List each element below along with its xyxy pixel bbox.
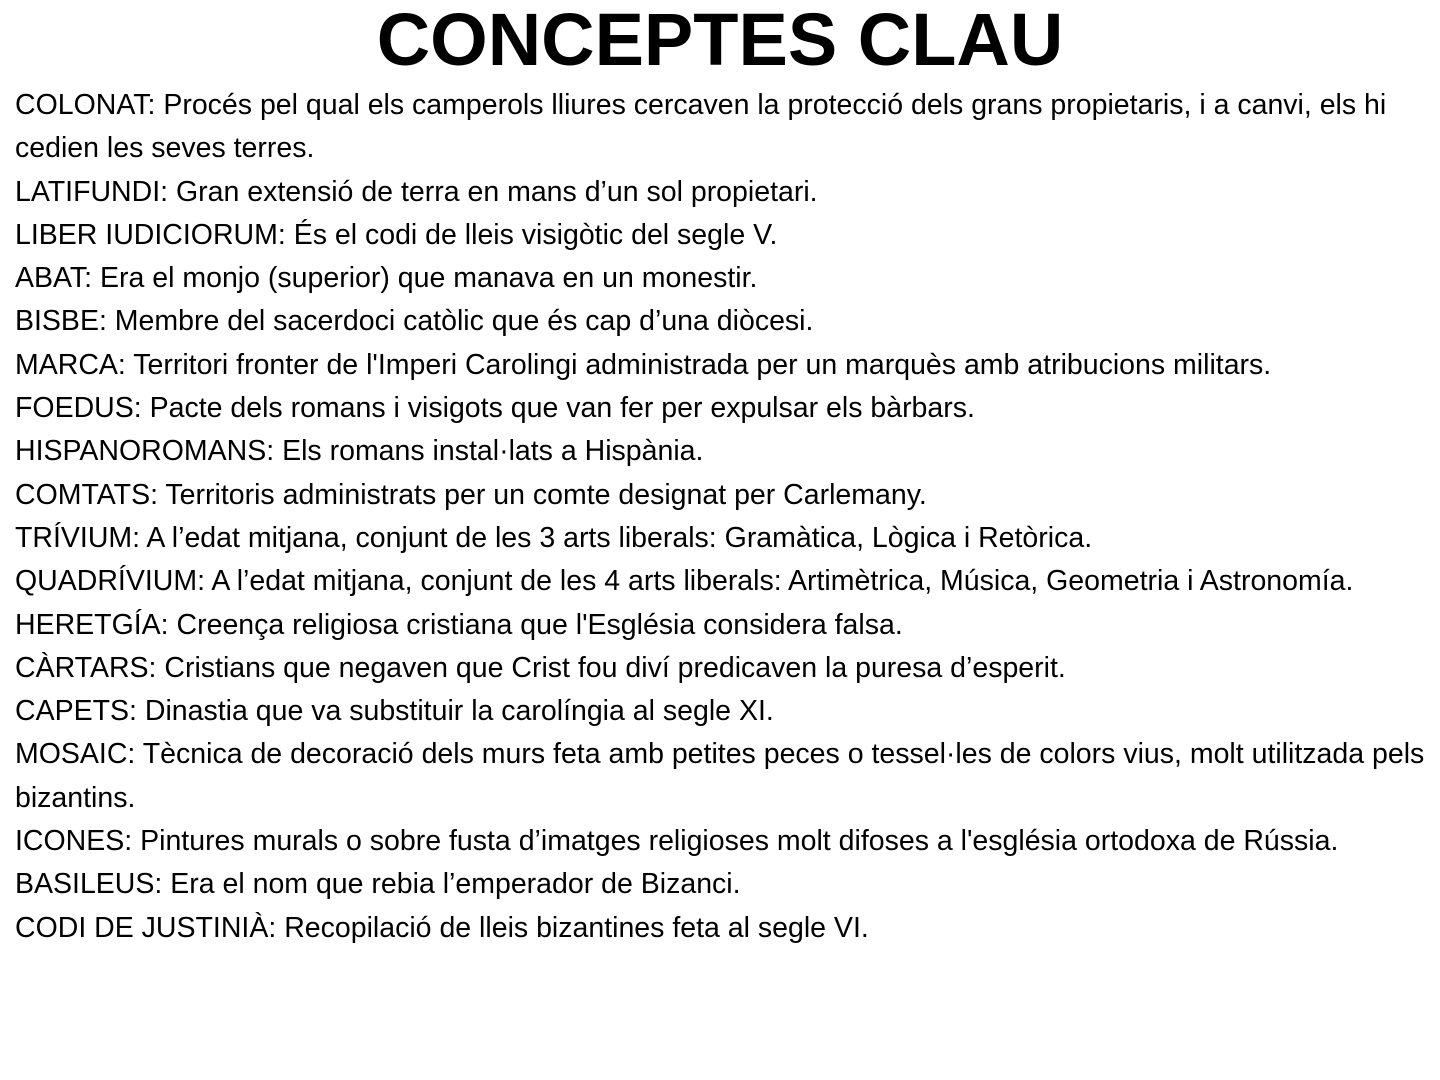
- concepts-list: [15, 84, 1425, 950]
- concept-item-mosaic: MOSAIC: Tècnica de decoració dels murs feta amb petites peces o tessel·les de colors vius, molt utilitzada pels bizantins.: [15, 738, 1425, 814]
- concept-item-abat: ABAT: Era el monjo (superior) que manava en un monestir.: [15, 262, 758, 295]
- concept-item-capets: CAPETS: Dinastia que va substituir la carolíngia al segle XI.: [15, 695, 774, 728]
- concept-item-codi-de-justinia: CODI DE JUSTINIÀ: Recopilació de lleis bizantines feta al segle VI.: [15, 911, 869, 944]
- concept-item-liber-iudiciorum: LIBER IUDICIORUM: És el codi de lleis visigòtic del segle V.: [15, 218, 778, 251]
- concept-item-basileus: BASILEUS: Era el nom que rebia l’emperador de Bizanci.: [15, 868, 741, 901]
- concept-item-bisbe: BISBE: Membre del sacerdoci catòlic que és cap d’una diòcesi.: [15, 305, 814, 338]
- concept-item-latifundi: LATIFUNDI: Gran extensió de terra en mans d’un sol propietari.: [15, 175, 818, 208]
- concept-item-foedus: FOEDUS: Pacte dels romans i visigots que van fer per expulsar els bàrbars.: [15, 392, 975, 425]
- concept-item-heretgia: HERETGÍA: Creença religiosa cristiana que l'Església considera falsa.: [15, 608, 903, 641]
- concept-item-trivium: TRÍVIUM: A l’edat mitjana, conjunt de les 3 arts liberals: Gramàtica, Lògica i Retòrica.: [15, 521, 1093, 554]
- concept-item-marca: MARCA: Territori fronter de l'Imperi Carolingi administrada per un marquès amb atribucions militars.: [15, 348, 1272, 381]
- concept-item-comtats: COMTATS: Territoris administrats per un comte designat per Carlemany.: [15, 478, 927, 511]
- concept-item-colonat: COLONAT: Procés pel qual els camperols lliures cercaven la protecció dels grans propietaris, i a canvi, els hi cedien les seves terres.: [15, 89, 1387, 165]
- concept-item-hispanoromans: HISPANOROMANS: Els romans instal·lats a Hispània.: [15, 435, 704, 468]
- concept-item-cartars: CÀRTARS: Cristians que negaven que Crist fou diví predicaven la puresa d’esperit.: [15, 651, 1066, 684]
- slide-title: CONCEPTES CLAU: [376, 0, 1064, 81]
- concept-item-quadrivium: QUADRÍVIUM: A l’edat mitjana, conjunt de les 4 arts liberals: Artimètrica, Música, Geometria i Astronomía.: [15, 565, 1354, 598]
- concept-item-icones: ICONES: Pintures murals o sobre fusta d’imatges religioses molt difoses a l'església ortodoxa de Rússia.: [15, 825, 1339, 858]
